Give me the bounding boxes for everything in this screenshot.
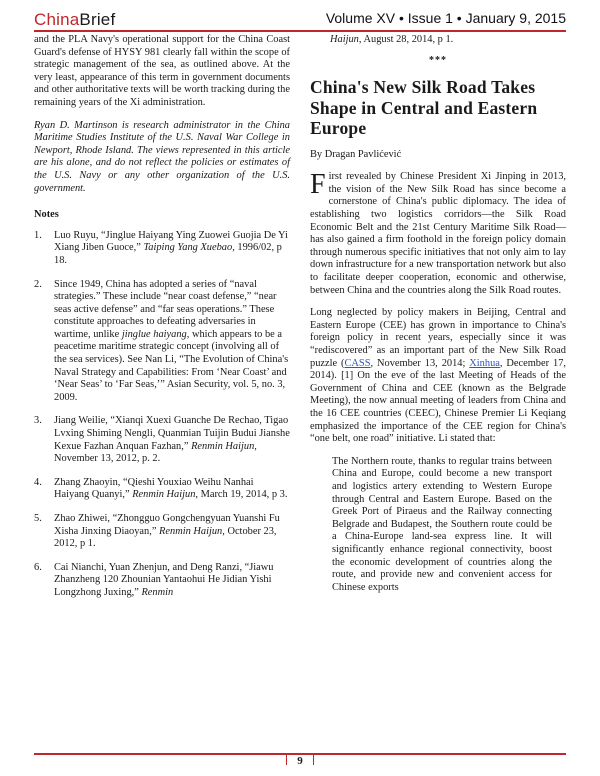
section-divider: *** [429,54,447,66]
block-quote: The Northern route, thanks to regular trains between China and Europe, could become a new transport and logistics artery extending to Western Europe through Central and Eastern Europe. Based on the Greek Port of Piraeus and the Railway connecting Belgrade and Budapest, the Southern route could be a China-Europe land-sea express line. It will significantly enhance regional connectivity, boost the economic development of countries along the route, and provide new and convenient access for Chinese exports [332,455,552,593]
article-paragraph: Long neglected by policy makers in Beijing, Central and Eastern Europe (CEE) has grown in importance to China's foreign policy in recent years, especially since it was “rediscovered” as an important part of the New Silk Road puzzle (CASS, November 13, 2014; Xinhua, December 17, 2014). [1] On the eve of the last Meeting of Heads of the Government of China and CEE (known as the Belgrade Meeting), the now annual meeting of leaders from China and the 16 CEE countries (CEEC), Chinese Premier Li Keqiang emphasized the importance of the CEE region for China's “one belt, one road” initiative. Li stated that: [310,307,566,445]
drop-cap: F [310,169,326,201]
left-column [34,34,290,611]
note-item: 4. Zhang Zhaoyin, “Qieshi Youxiao Weihu Nanhai Haiyang Quanyi,” Renmin Haijun, March 19, 2014, p 3. [34,476,288,501]
header-rule [34,30,566,32]
brand-china: China [34,10,80,29]
xinhua-link[interactable]: Xinhua [469,357,500,369]
article-title: China's New Silk Road Takes Shape in Central and Eastern Europe [310,77,538,139]
note-item: 5. Zhao Zhiwei, “Zhongguo Gongchengyuan Yuanshi Fu Xisha Jinxing Diaoyan,” Renmin Haijun, October 23, 2012, p 1. [34,513,280,550]
page-number: 9 [286,755,314,767]
note-item: 2. Since 1949, China has adopted a series of “naval strategies.” These include “near coast defense,” “near seas active defense” and “far seas operations.” These constitute approaches to defeating adversaries in wartime, unlike jinglue haiyang, which appears to be a peacetime maritime strategic concept (involving all of the sea services). See Nan Li, “The Evolution of China's Naval Strategy and Capabilities: From ‘Near Coast’ and ‘Near Seas’ to ‘Far Seas,’” Asian Security, vol. 5, no. 3, 2009. [34,278,289,403]
cass-link[interactable]: CASS [344,357,371,369]
note-continuation: Haijun, August 28, 2014, p 1. [330,34,454,45]
brand-brief: Brief [79,10,116,29]
right-column [310,34,566,594]
author-bio: Ryan D. Martinson is research administrator in the China Maritime Studies Institute of the U.S. Naval War College in Newport, Rhode Island. The views represented in this article are his alone, and do not reflect the policies or estimates of the U.S. Navy or any other organization of the U.S. government. [34,119,290,194]
notes-heading: Notes [34,209,59,221]
publication-logo [34,10,115,30]
note-item: 1. Luo Ruyu, “Jinglue Haiyang Ying Zuowei Guojia De Yi Xiang Jiben Guoce,” Taiping Yang Xuebao, 1996/02, p 18. [34,229,288,266]
article-paragraph: First revealed by Chinese President Xi Jinping in 2013, the vision of the New Silk Road has since become a cornerstone of China's public diplomacy. The idea of establishing two logistics corridors—the Silk Road Economic Belt and the 21st Century Maritime Silk Road—has also gained a firm foothold in the foreign policy domain through numerous specific initiatives that not only aim to lay down infrastructure for a new transportation network but also to facilitate deeper cooperation, economic and otherwise, between China and the countries along the Silk Road routes. [310,169,566,296]
issue-info: Volume XV • Issue 1 • January 9, 2015 [325,10,566,26]
notes-list [34,230,290,600]
note-item: 6. Cai Nianchi, Yuan Zhenjun, and Deng Ranzi, “Jiawu Zhanzheng 120 Zhounian Yantaohui He Jidian Yishi Longzhong Juxing,” Renmin [34,561,274,598]
byline: By Dragan Pavlićević [310,148,402,160]
article-conclusion: and the PLA Navy's operational support for the China Coast Guard's defense of HYSY 981 clearly fall within the scope of strategic management of the sea, as outlined above. At the very least, appearance of this term in government documents and other authoritative texts will be worth tracking during the remaining years of the Xi administration. [34,34,290,108]
note-item: 3. Jiang Weilie, “Xianqi Xuexi Guanche De Rechao, Tigao Lvxing Shiming Nengli, Quanmian Tuijin Budui Jianshe Kexue Fazhan Anquan Fazhan,” Renmin Haijun, November 13, 2012, p. 2. [34,415,290,465]
